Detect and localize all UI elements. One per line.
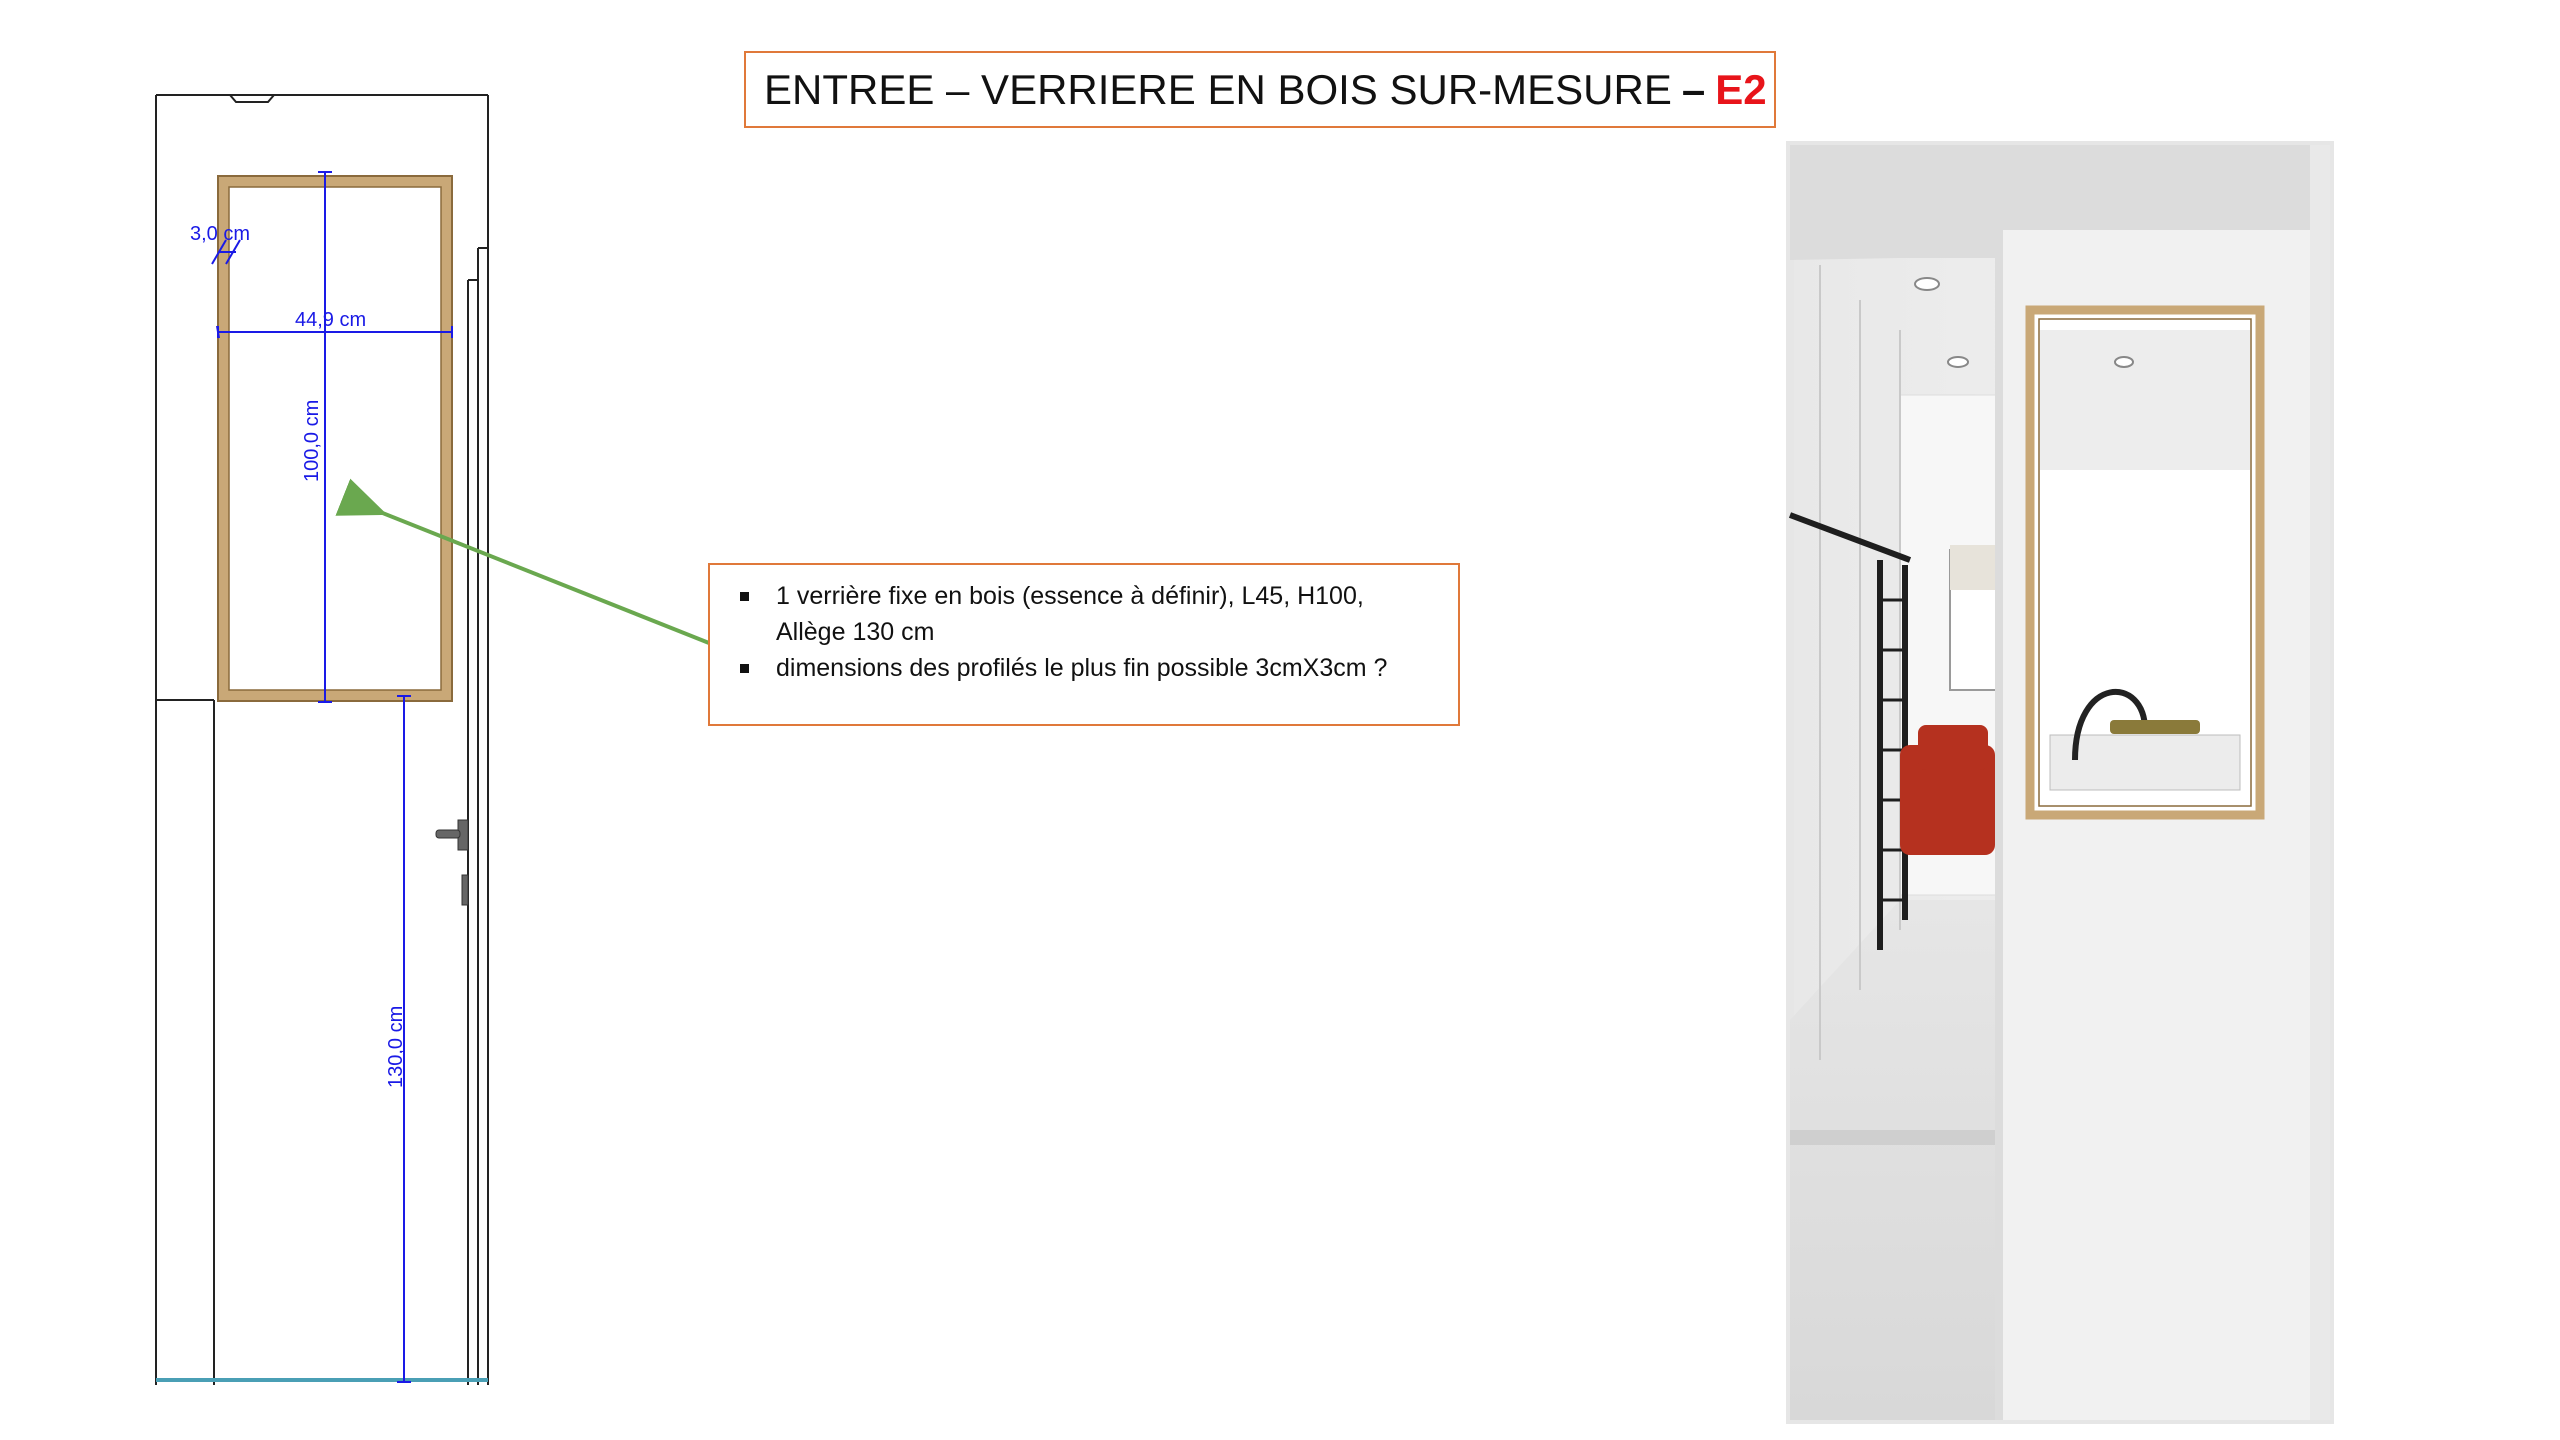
dim-sill: 130,0 cm — [385, 1005, 407, 1088]
dim-frame-profile: 3,0 cm — [190, 223, 251, 245]
title-separator: – — [1681, 65, 1706, 113]
title-text: ENTREE – VERRIERE EN BOIS SUR-MESURE — [764, 65, 1672, 113]
dim-height: 100,0 cm — [301, 399, 323, 482]
note-item: 1 verrière fixe en bois (essence à définir), L45, H100, Allège 130 cm — [730, 578, 1438, 650]
note-item: dimensions des profilés le plus fin possible 3cmX3cm ? — [730, 650, 1438, 686]
dim-width: 44,9 cm — [295, 309, 367, 331]
title-code: E2 — [1715, 65, 1767, 113]
